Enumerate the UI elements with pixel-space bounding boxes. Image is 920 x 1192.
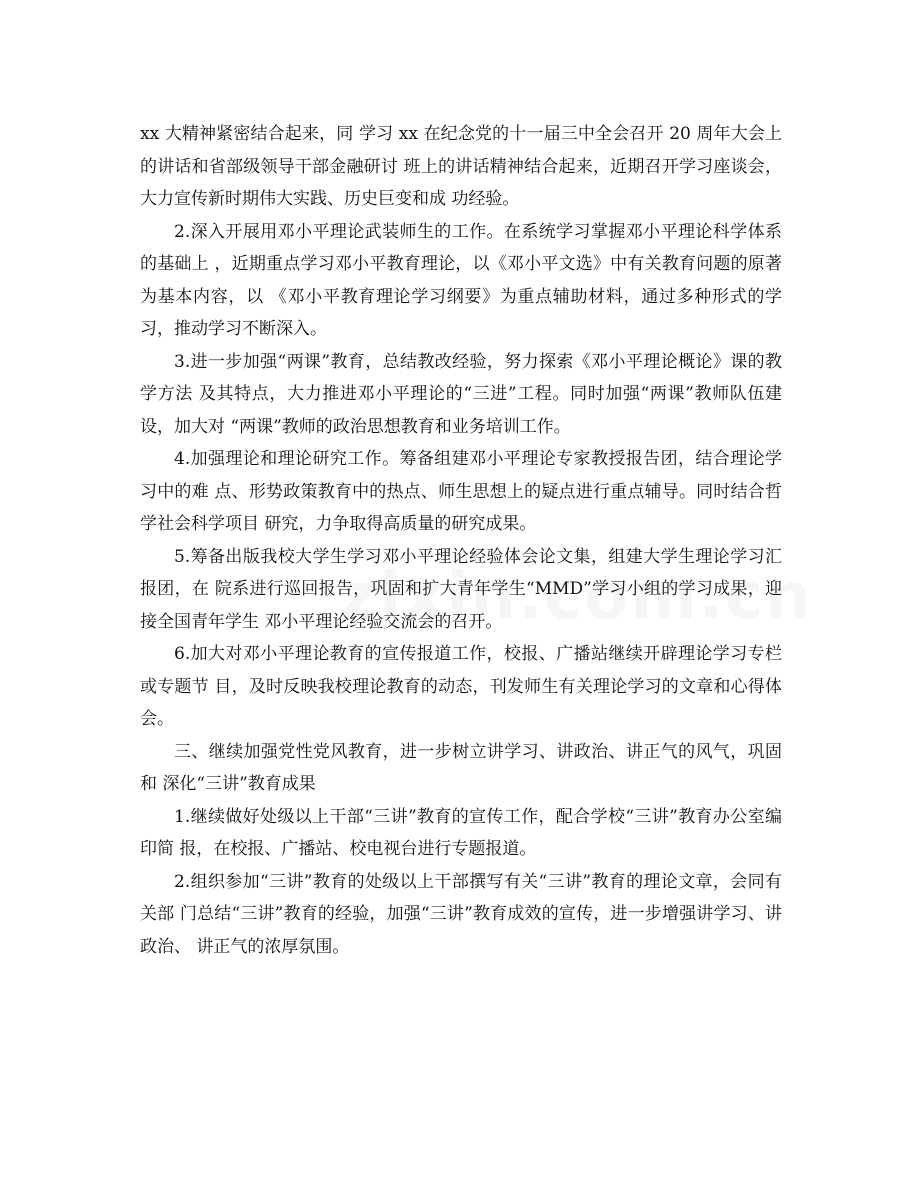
paragraph-section3-item-1: 1.继续做好处级以上干部“三讲”教育的宣传工作，配合学校“三讲”教育办公室编印简 报，在校报、广播站、校电视台进行专题报道。 [140,806,782,859]
paragraph-section3-item-2: 2.组织参加“三讲”教育的处级以上干部撰写有关“三讲”教育的理论文章，会同有关部 门总结“三讲”教育的经验，加强“三讲”教育成效的宣传，进一步增强讲学习、讲政治、 讲正气的浓厚氛围。 [140,871,782,957]
document-body [140,118,782,963]
paragraph-item-5: 5.筹备出版我校大学生学习邓小平理论经验体会论文集，组建大学生理论学习汇报团，在 院系进行巡回报告，巩固和扩大青年学生“MMD”学习小组的学习成果，迎接全国青年学生 邓小平理论经验交流会的召开。 [140,546,782,632]
paragraph-item-2: 2.深入开展用邓小平理论武装师生的工作。在系统学习掌握邓小平理论科学体系的基础上 ，近期重点学习邓小平教育理论，以《邓小平文选》中有关教育问题的原著为基本内容，以 《邓小平教育理论学习纲要》为重点辅助材料，通过多种形式的学习，推动学习不断深入。 [140,221,782,339]
paragraph-item-6: 6.加大对邓小平理论教育的宣传报道工作，校报、广播站继续开辟理论学习专栏或专题节 目，及时反映我校理论教育的动态，刊发师生有关理论学习的文章和心得体会。 [140,644,782,729]
paragraph-continuation: xx 大精神紧密结合起来，同 学习 xx 在纪念党的十一届三中全会召开 20 周年大会上的讲话和省部级领导干部金融研讨 班上的讲话精神结合起来，近期召开学习座谈会，大力宣传新时期伟大实践、历史巨变和成 功经验。 [140,124,782,209]
paragraph-item-4: 4.加强理论和理论研究工作。筹备组建邓小平理论专家教授报告团，结合理论学习中的难 点、形势政策教育中的热点、师生思想上的疑点进行重点辅导。同时结合哲学社会科学项目 研究，力争取得高质量的研究成果。 [140,449,782,534]
paragraph-item-3: 3.进一步加强“两课”教育，总结教改经验，努力探索《邓小平理论概论》课的教学方法 及其特点，大力推进邓小平理论的“三进”工程。同时加强“两课”教师队伍建设，加大对 “两课”教师的政治思想教育和业务培训工作。 [140,351,782,437]
section-heading-3: 三、继续加强党性党风教育，进一步树立讲学习、讲政治、讲正气的风气，巩固和 深化“三讲”教育成果 [140,741,782,794]
